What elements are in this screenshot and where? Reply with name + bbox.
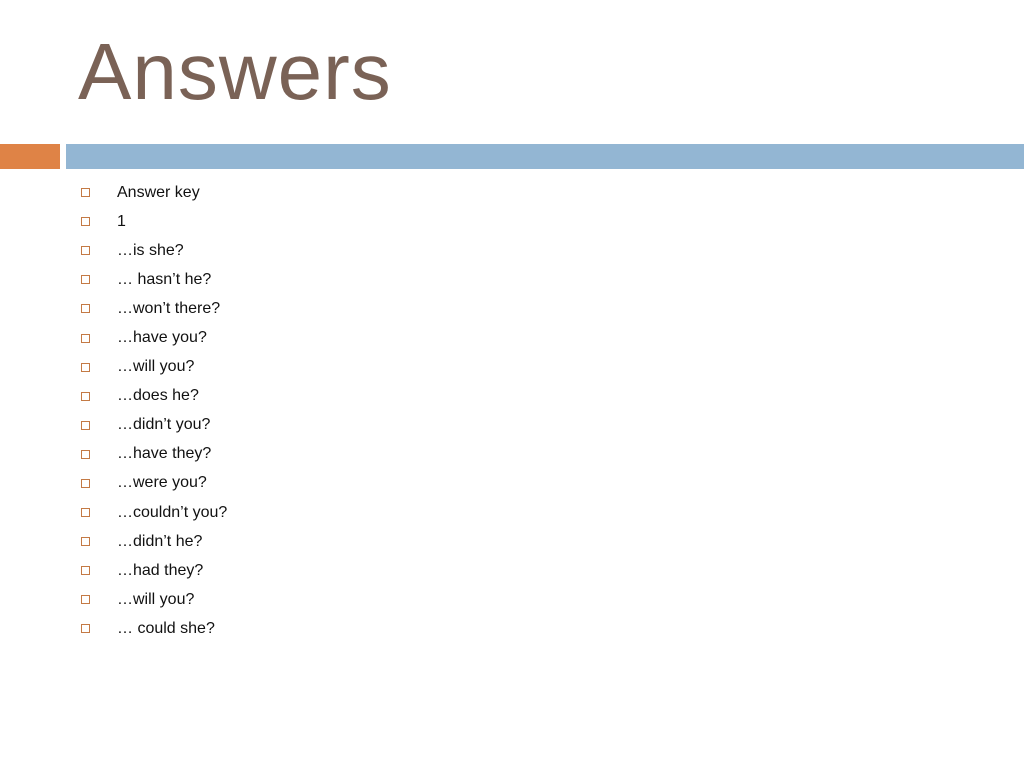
- square-bullet-icon: [81, 188, 90, 197]
- list-item: [78, 207, 227, 236]
- square-bullet-icon: [81, 595, 90, 604]
- list-item: [78, 498, 227, 527]
- bullet-text: …have you?: [117, 329, 207, 347]
- square-bullet-icon: [81, 624, 90, 633]
- list-item: [78, 556, 227, 585]
- square-bullet-icon: [81, 421, 90, 430]
- square-bullet-icon: [81, 392, 90, 401]
- square-bullet-icon: [81, 363, 90, 372]
- slide-title: Answers: [78, 27, 392, 116]
- square-bullet-icon: [81, 304, 90, 313]
- bullet-list: [78, 178, 227, 644]
- bullet-text: …had they?: [117, 561, 204, 579]
- list-item: [78, 178, 227, 207]
- bullet-text: …will you?: [117, 358, 195, 376]
- list-item: [78, 236, 227, 265]
- list-item: [78, 382, 227, 411]
- bullet-text: … could she?: [117, 619, 215, 637]
- square-bullet-icon: [81, 275, 90, 284]
- list-item: [78, 440, 227, 469]
- list-item: [78, 585, 227, 614]
- list-item: [78, 411, 227, 440]
- list-item: [78, 294, 227, 323]
- square-bullet-icon: [81, 217, 90, 226]
- bullet-text: …were you?: [117, 474, 207, 492]
- list-item: [78, 527, 227, 556]
- list-item: [78, 469, 227, 498]
- bullet-text: …won’t there?: [117, 299, 221, 317]
- square-bullet-icon: [81, 566, 90, 575]
- bullet-text: … hasn’t he?: [117, 270, 212, 288]
- list-item: [78, 265, 227, 294]
- square-bullet-icon: [81, 537, 90, 546]
- square-bullet-icon: [81, 479, 90, 488]
- list-item: [78, 353, 227, 382]
- square-bullet-icon: [81, 450, 90, 459]
- list-item: [78, 614, 227, 643]
- bullet-text: Answer key: [117, 183, 200, 201]
- bullet-text: …didn’t he?: [117, 532, 203, 550]
- bullet-text: …didn’t you?: [117, 416, 211, 434]
- square-bullet-icon: [81, 334, 90, 343]
- bullet-text: 1: [117, 212, 126, 230]
- bullet-text: …does he?: [117, 387, 199, 405]
- bullet-text: …have they?: [117, 445, 212, 463]
- accent-bar-blue: [66, 144, 1024, 169]
- bullet-text: …is she?: [117, 241, 184, 259]
- square-bullet-icon: [81, 246, 90, 255]
- bullet-text: …will you?: [117, 590, 195, 608]
- accent-bar-orange: [0, 144, 60, 169]
- list-item: [78, 323, 227, 352]
- square-bullet-icon: [81, 508, 90, 517]
- bullet-text: …couldn’t you?: [117, 503, 228, 521]
